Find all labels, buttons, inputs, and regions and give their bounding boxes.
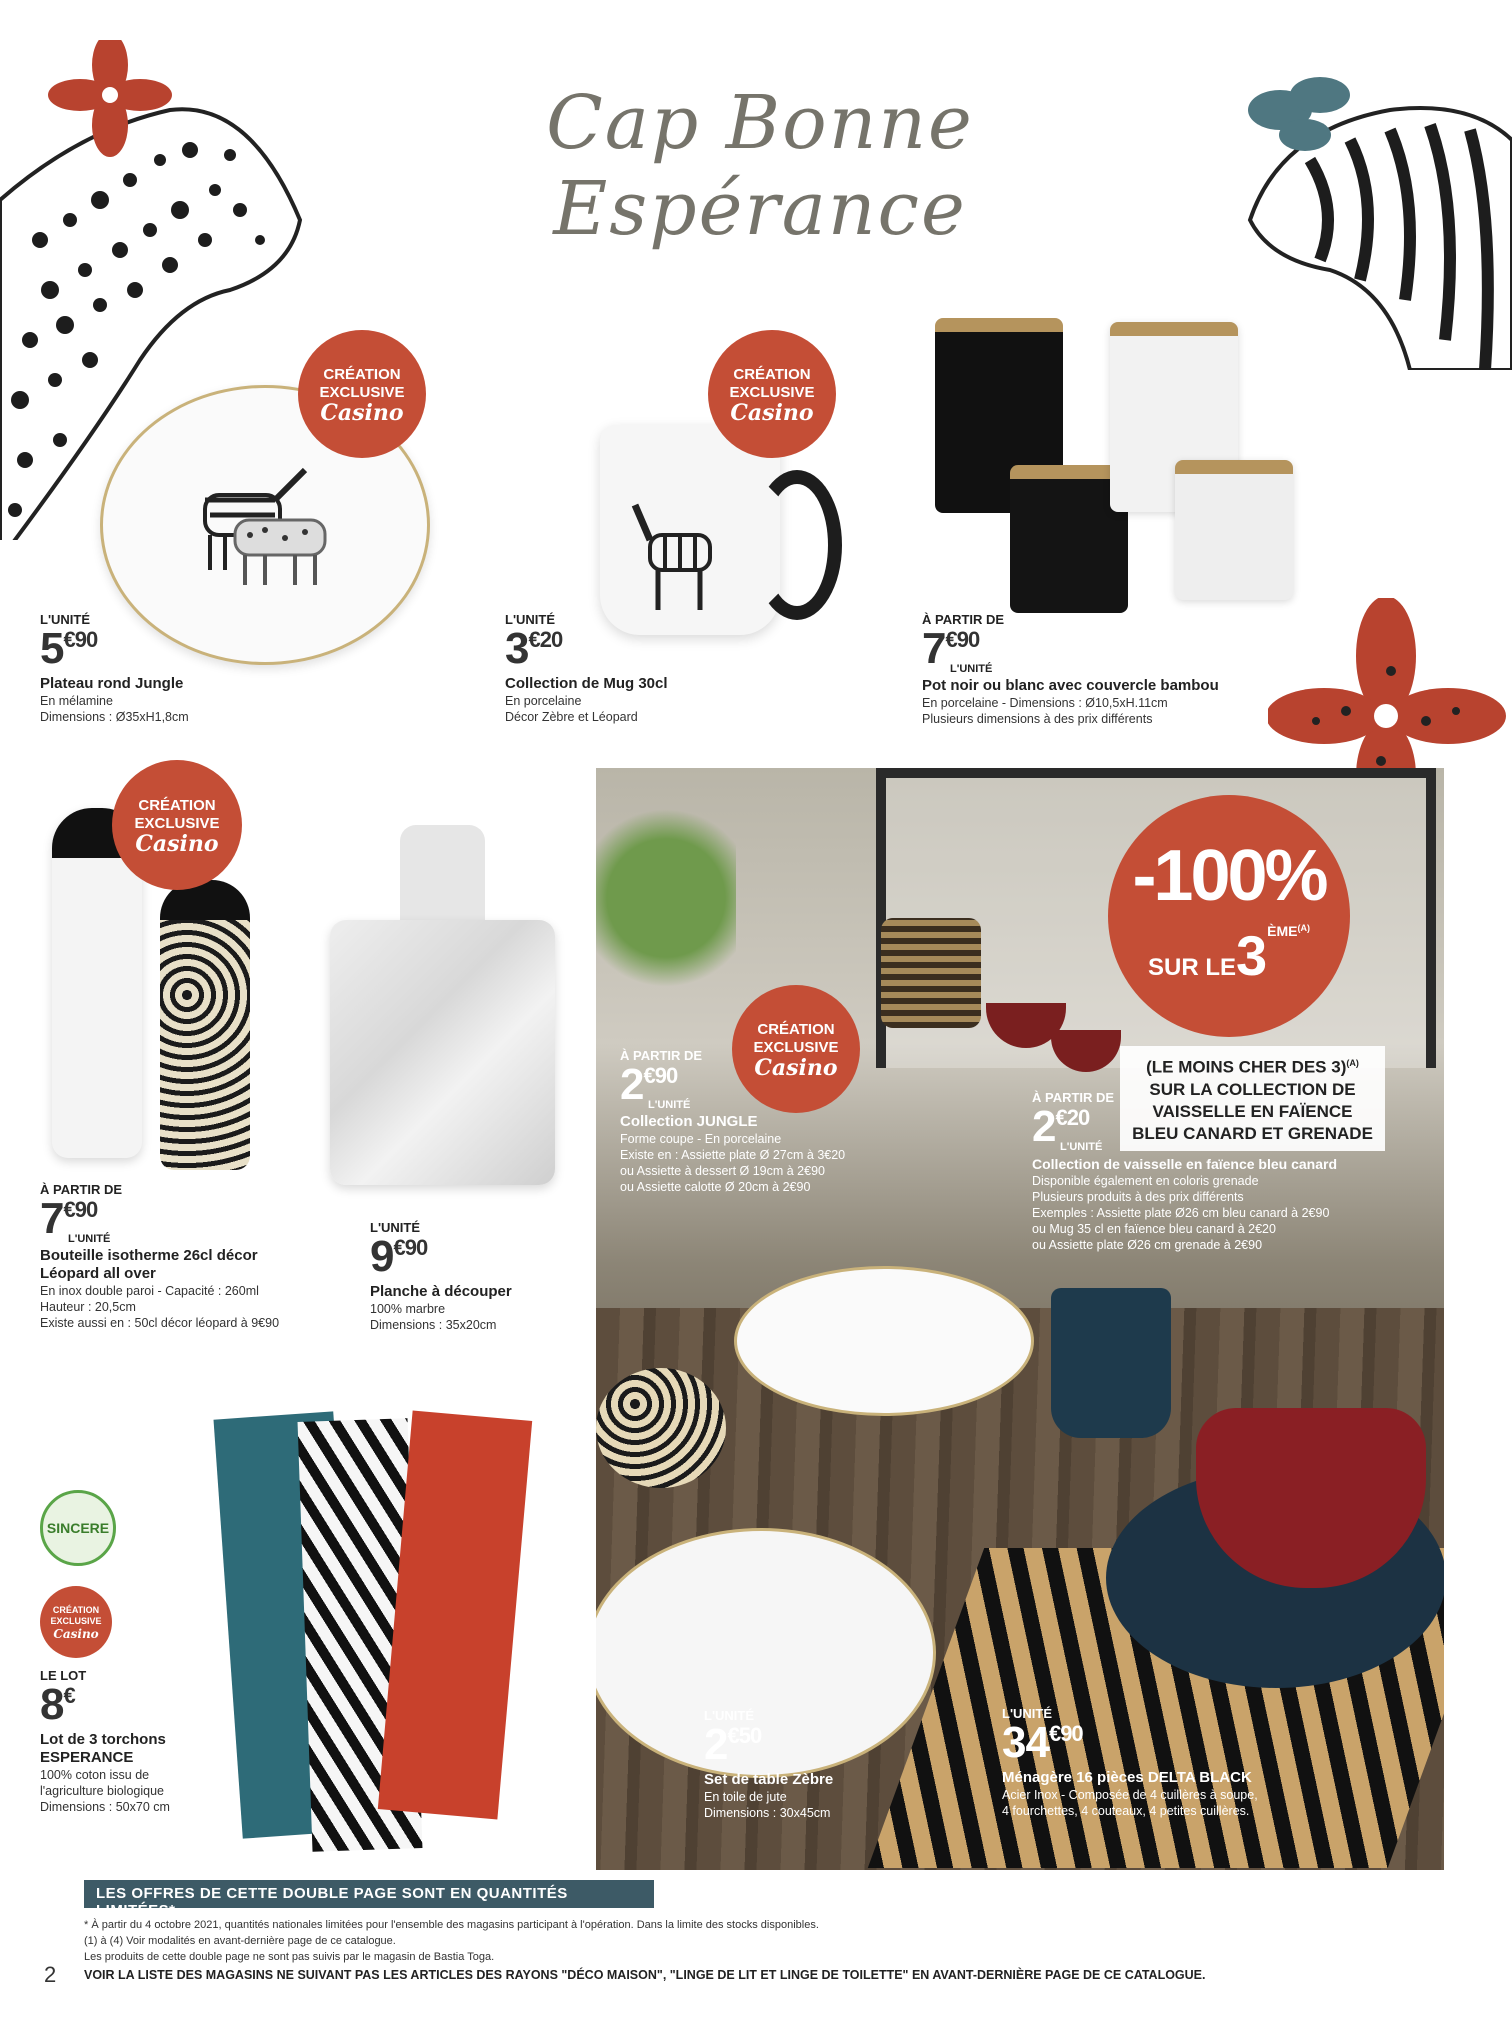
product-name: Plateau rond Jungle [40,675,184,692]
promo-circle: -100% SUR $LE3^{ÈME(A)}$ [1108,795,1350,1037]
exclusive-badge-bouteille: CRÉATION EXCLUSIVE Casino [112,760,242,890]
exclusive-badge-mug: CRÉATION EXCLUSIVE Casino [708,330,836,458]
menagere-offer: L'UNITÉ $34^{€90}$ Ménagère 16 pièces DELTA BLACK Acier Inox - Composée de 4 cuillères à soupe, 4 fourchettes, 4 couteaux, 4 petites cuillères. [1002,1706,1258,1818]
promo-details: (LE MOINS CHER DES 3)$^{(A)}$ SUR LA COLLECTION DE VAISSELLE EN FAÏENCE BLEU CANARD ET GRENADE [1120,1046,1385,1151]
zebra-illustration [1190,50,1512,370]
zebra-icon [630,495,740,615]
jungle-offer: À PARTIR DE $2^{€90}$ L'UNITÉ Collection JUNGLE Forme coupe - En porcelaine Existe en : Assiette plate Ø 27cm à 3€20 ou Assiette à dessert Ø 19cm à 2€90 ou Assiette calotte Ø 20cm à 2€90 [620,1048,846,1194]
exclusive-badge-jungle: CRÉATION EXCLUSIVE Casino [732,985,860,1113]
page-number: 2 [44,1962,57,1987]
leopard-plate-left [596,1368,726,1488]
cutting-board [330,825,555,1185]
exclusive-badge-torchons: CRÉATION EXCLUSIVE Casino [40,1586,112,1658]
vaisselle-offer: À PARTIR DE $2^{€20}$ L'UNITÉ Collection de vaisselle en faïence bleu canard Disponible également en coloris grenade Plusieurs produits à des prix différents Exemples : Assiette plate Ø26 cm bleu canard à 2€90 ou Mug 35 cl en faïence bleu canard à 2€20 ou Assiette plate Ø26 cm grenade à 2€90 [1032,1090,1338,1252]
zebra-leopard-icon [165,460,365,590]
sincere-logo: SINCERE [40,1490,116,1566]
pot-offer: À PARTIR DE $7^{€90}$ L'UNITÉ Pot noir ou blanc avec couvercle bambou En porcelaine - Dimensions : Ø10,5xH.11cm Plusieurs dimensions à des prix différents [922,612,1219,726]
unit-label: L'UNITÉ [40,612,91,627]
planche-offer: L'UNITÉ $9^{€90}$ Planche à découper 100% marbre Dimensions : 35x20cm [370,1220,512,1332]
bottle-leopard [160,880,250,1170]
torchons-offer: LE LOT 8€ Lot de 3 torchons ESPERANCE 100% coton issu de l'agriculture biologique Dimensions : 50x70 cm [40,1668,170,1814]
mug-handle [752,470,842,620]
page-title: Cap Bonne Espérance [546,80,974,252]
footnote-3: Les produits de cette double page ne sont pas suivis par le magasin de Bastia Toga. [84,1951,495,1963]
navy-mug [1051,1288,1171,1438]
basket [881,918,981,1028]
set-offer: L'UNITÉ $2^{€50}$ Set de table Zèbre En toile de jute Dimensions : 30x45cm [704,1708,834,1820]
pot-white-small [1175,460,1293,600]
bouteille-offer: À PARTIR DE $7^{€90}$ L'UNITÉ Bouteille isotherme 26cl décor Léopard all over En inox double paroi - Capacité : 260ml Hauteur : 20,5cm Existe aussi en : 50cl décor léopard à 9€90 [40,1182,280,1330]
footnote-2: (1) à (4) Voir modalités en avant-dernière page de ce catalogue. [84,1935,396,1947]
exclusive-badge-plateau: CRÉATION EXCLUSIVE Casino [298,330,426,458]
limited-quantity-banner: LES OFFRES DE CETTE DOUBLE PAGE SONT EN QUANTITÉS LIMITÉES* [84,1880,654,1908]
store-list-notice: VOIR LA LISTE DES MAGASINS NE SUIVANT PAS LES ARTICLES DES RAYONS "DÉCO MAISON", "LINGE DE LIT ET LINGE DE TOILETTE" EN AVANT-DERNIÈRE PAGE DE CE CATALOGUE. [84,1968,1206,1982]
plateau-offer: L'UNITÉ $5^{€90}$ Plateau rond Jungle En mélamine Dimensions : Ø35xH1,8cm [40,612,370,725]
price: $5^{€90}$ [40,624,98,673]
footnote-1: * À partir du 4 octobre 2021, quantités nationales limitées pour l'ensemble des magasins participant à l'opération. Dans la limite des stocks disponibles. [84,1919,819,1931]
leopard-plate [734,1266,1034,1416]
mug-offer: L'UNITÉ $3^{€20}$ Collection de Mug 30cl En porcelaine Décor Zèbre et Léopard [505,612,668,724]
